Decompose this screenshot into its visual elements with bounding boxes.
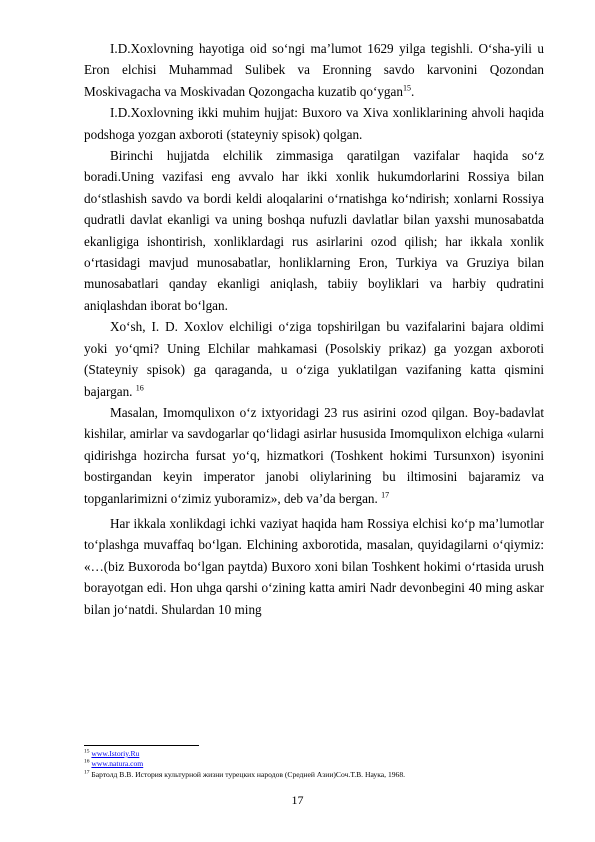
footnote-ref-16[interactable]: 16 xyxy=(135,383,144,393)
footnote-separator xyxy=(84,745,199,746)
footnote-ref-15[interactable]: 15 xyxy=(402,83,411,93)
footnote-link-natura[interactable]: www.natura.com xyxy=(91,759,144,769)
paragraph-1: I.D.Xoxlovning hayotiga oid so‘ngi ma’lumot 1629 yilga tegishli. O‘sha-yili u Eron elchisi Muhammad Sulibek va Eronning savdo karvonini Qozondan Moskivagacha va Moskivadan Qozongacha kuzatib qo‘ygan$^{15}$. xyxy=(84,41,544,99)
paragraph-2: I.D.Xoxlovning ikki muhim hujjat: Buxoro va Xiva xonliklarining ahvoli haqida podshoga yozgan axboroti (stateyniy spisok) qolgan. xyxy=(84,105,544,142)
footnote-15: $^{15}$ www.Istoriy.Ru xyxy=(84,748,140,758)
paragraph-3: Birinchi hujjatda elchilik zimmasiga qaratilgan vazifalar haqida so‘z boradi.Uning vazifasi eng avvalo har ikki xonlik hukumdorlarini Rossiya bilan do‘stlashish savdo va bordi keldi aloqalarini o‘rnatishga ko‘ndirish; xonlarni Rossiya qudratli davlat ekanligi va uning boshqa nufuzli davlatlar bilan yaxshi munosabatda ekanligiga ishontirish, xonliklardagi rus asirlarini ozod qilish; har ikkala xonlik o‘rtasidagi mavjud munosabatlar, honliklarning Eron, Turkiya va Gruziya bilan munosabatlari qanday ekanligi aniqlash, tabiiy boyliklari va harbiy qudratini aniqlashdan iborat bo‘lgan. xyxy=(84,148,544,313)
footnote-ref-17[interactable]: 17 xyxy=(381,490,390,500)
footnote-16: $^{16}$ www.natura.com xyxy=(84,758,144,769)
body-text xyxy=(84,38,544,620)
footnote-link-istoriy[interactable]: www.Istoriy.Ru xyxy=(91,749,140,758)
paragraph-6: Har ikkala xonlikdagi ichki vaziyat haqida ham Rossiya elchisi ko‘p ma’lumotlar to‘plashga muvaffaq bo‘lgan. Elchining axborotida, masalan, quyidagilarni o‘qiymiz: «…(biz Buxoroda bo‘lgan paytda) Buxoro xoni bilan Toshkent hokimi o‘rtasida urush borayotgan edi. Hon uhga qarshi o‘zining katta amiri Nadr devonbegini 40 ming askar bilan jo‘natdi. Shulardan 10 ming xyxy=(84,515,544,617)
paragraph-4: Xo‘sh, I. D. Xoxlov elchiligi o‘ziga topshirilgan bu vazifalarini bajara oldimi yoki yo‘qmi? Uning Elchilar mahkamasi (Posolskiy prikaz) ga yozgan axboroti (Stateyniy spisok) ga qaraganda, u o‘ziga yuklatilgan vazifaning katta qismini bajargan. $^{16}$ xyxy=(84,319,544,399)
paragraph-5: Masalan, Imomqulixon o‘z ixtyoridagi 23 rus asirini ozod qilgan. Boy-badavlat kishilar, amirlar va savdogarlar qo‘lidagi asirlar hususida Imomqulixon elchiga «ularni qidirishga hozircha fursat yo‘q, hizmatkori (Toshkent hokimi Tursunxon) isyonini bostirgandan keyin imperator janobi oliylarining bu iltimosini bajaramiz va topganlarimizni o‘zimiz yuboramiz», deb va’da bergan. $^{17}$ xyxy=(84,404,544,506)
footnote-17: $^{17}$ Бартолд В.В. История культурной жизни турецких народов (Средней Азии)Соч.Т.В. Наука, 1968. xyxy=(84,769,406,779)
footnotes xyxy=(84,749,544,780)
page-number: 17 xyxy=(291,793,304,807)
